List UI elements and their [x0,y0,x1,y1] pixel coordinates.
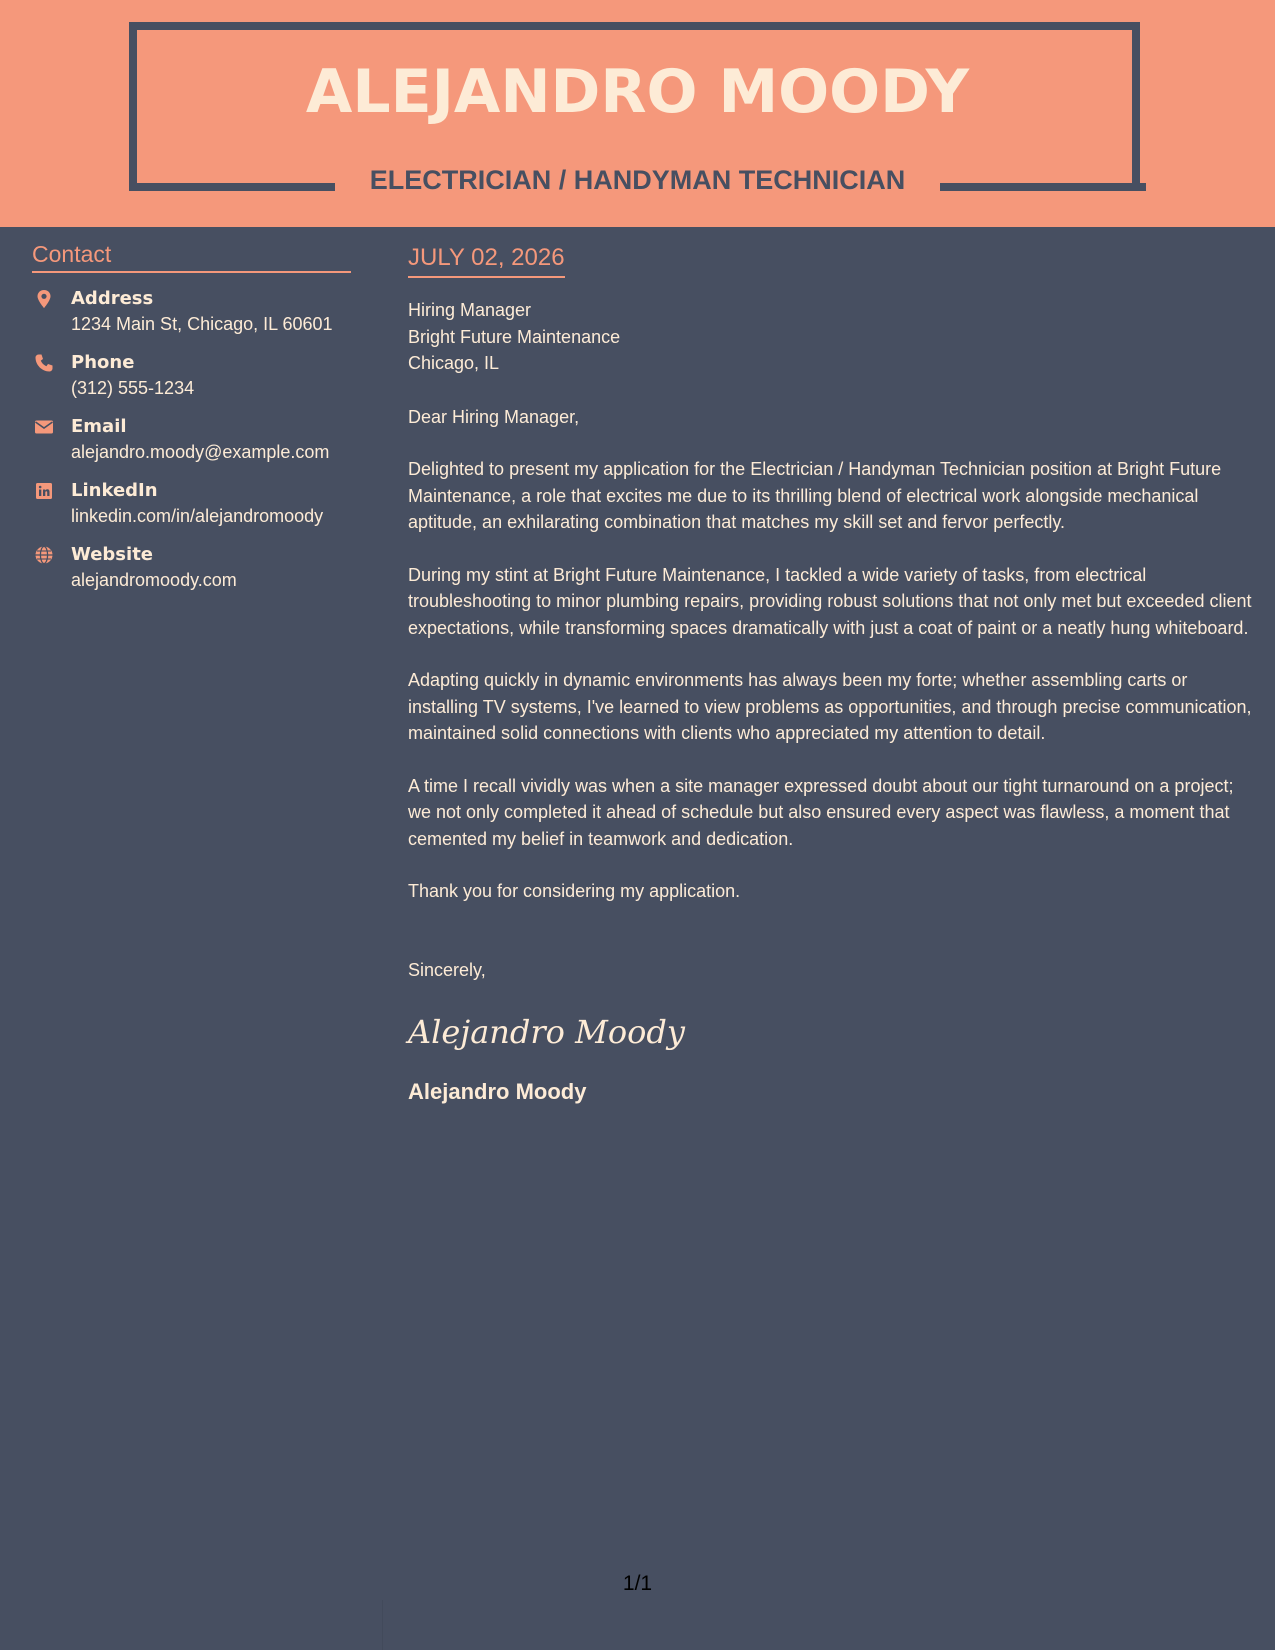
closing: Sincerely, [408,959,486,980]
contact-label: Address [71,288,154,310]
page-divider [382,1600,383,1650]
contact-value: alejandro.moody@example.com [71,442,330,463]
contact-email [32,415,351,465]
letter-body [408,245,1253,1105]
recipient-line: Chicago, IL [408,353,500,374]
contact-value: alejandromoody.com [71,570,237,591]
contact-label: Website [71,544,154,566]
contact-linkedin [32,479,351,529]
contact-address [32,287,351,337]
page-number: 1/1 [622,1572,653,1595]
letter-paragraph: Delighted to present my application for the Electrician / Handyman Technician position at Bright Future Maintenance, a role that excites me due to its thrilling blend of electrical work alongside mechanical aptitude, an exhilarating combination that matches my skill set and fervor perfectly. [408,459,1222,533]
letter-paragraph: Thank you for considering my application. [408,881,741,902]
letter-paragraph: A time I recall vividly was when a site manager expressed doubt about our tight turnaround on a project; we not only completed it ahead of schedule but also ensured every aspect was flawless, a moment that cemented my belief in teamwork and dedication. [408,775,1234,849]
envelope-icon [34,417,54,437]
map-pin-icon [34,289,54,309]
contact-phone [32,351,351,401]
contact-heading: Contact [32,242,351,273]
letter-date: JULY 02, 2026 [408,245,565,278]
contact-label: Email [71,416,127,438]
contact-website [32,543,351,593]
linkedin-icon [34,481,54,501]
letter-paragraph: Adapting quickly in dynamic environments has always been my forte; whether assembling carts or installing TV systems, I've learned to view problems as opportunities, and through precise communication, maintained solid connections with clients who appreciated my attention to detail. [408,670,1252,744]
signer-name: Alejandro Moody [408,1079,587,1105]
recipient-line: Bright Future Maintenance [408,326,621,347]
contact-value: linkedin.com/in/alejandromoody [71,506,324,527]
recipient-block [408,297,1253,377]
letter-paragraph: During my stint at Bright Future Maintenance, I tackled a wide variety of tasks, from electrical troubleshooting to minor plumbing repairs, providing robust solutions that not only met but exceeded client expectations, while transforming spaces dramatically with just a coat of paint or a neatly hung whiteboard. [408,564,1252,638]
job-title: ELECTRICIAN / HANDYMAN TECHNICIAN [369,165,906,195]
applicant-name: ALEJANDRO MOODY [305,57,970,127]
contact-label: Phone [71,352,135,374]
contact-label: LinkedIn [71,480,158,502]
header-banner [0,0,1275,227]
signature: Alejandro Moody [408,1013,685,1052]
globe-icon [34,545,54,565]
contact-value: (312) 555-1234 [71,378,195,399]
contact-sidebar [32,242,351,593]
phone-icon [34,353,54,373]
salutation: Dear Hiring Manager, [408,406,580,427]
contact-value: 1234 Main St, Chicago, IL 60601 [71,314,333,335]
recipient-line: Hiring Manager [408,300,532,321]
